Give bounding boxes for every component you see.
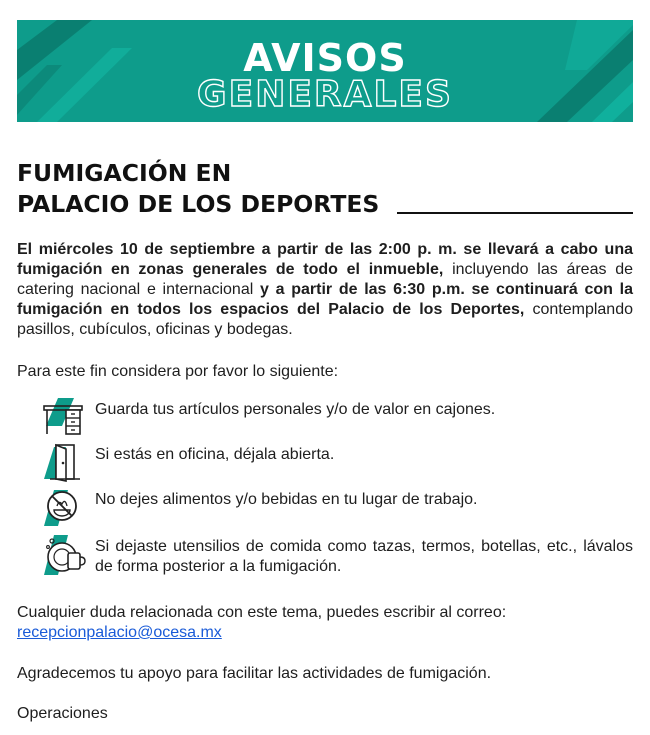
title-line1: FUMIGACIÓN EN: [17, 159, 232, 187]
page-title: [17, 158, 633, 220]
title-line2: PALACIO DE LOS DEPORTES: [17, 190, 380, 218]
desk-icon: [40, 396, 88, 440]
contact-email-link[interactable]: recepcionpalacio@ocesa.mx: [17, 624, 222, 641]
banner-title-line1: AVISOS: [243, 36, 407, 80]
contact-paragraph: [17, 603, 633, 643]
list-item: [40, 441, 633, 485]
intro-bold-2: y a partir de las 6:30 p.m. se continuará con la fumigación en todos los espacios del Palacio de los Deportes,: [17, 281, 633, 318]
title-underline: [397, 212, 633, 214]
clean-dishes-icon: [40, 533, 88, 577]
list-item: [40, 533, 633, 577]
contact-text: Cualquier duda relacionada con este tema, puedes escribir al correo:: [17, 604, 507, 621]
intro-normal-1: incluyendo las áreas de catering nacional e internacional: [17, 261, 633, 298]
item-text: Si estás en oficina, déjala abierta.: [95, 446, 335, 463]
intro-paragraph: [17, 240, 633, 340]
intro-normal-2: contemplando pasillos, cubículos, oficinas y bodegas.: [17, 301, 633, 338]
signature: Operaciones: [17, 705, 108, 722]
header-banner: [17, 20, 633, 122]
item-text: No dejes alimentos y/o bebidas en tu lugar de trabajo.: [95, 491, 478, 508]
item-text: Guarda tus artículos personales y/o de valor en cajones.: [95, 401, 496, 418]
banner-title-line2: GENERALES: [197, 74, 453, 115]
intro-bold-1: El miércoles 10 de septiembre a partir de las 2:00 p. m. se llevará a cabo una fumigación en zonas generales de todo el inmueble,: [17, 241, 633, 278]
thanks-text: Agradecemos tu apoyo para facilitar las actividades de fumigación.: [17, 665, 492, 682]
item-text: Si dejaste utensilios de comida como tazas, termos, botellas, etc., lávalos de forma posterior a la fumigación.: [95, 538, 633, 575]
list-item: [40, 396, 633, 440]
no-food-icon: [40, 486, 88, 530]
list-item: [40, 486, 633, 530]
open-door-icon: [40, 441, 88, 485]
consider-text: Para este fin considera por favor lo siguiente:: [17, 363, 339, 380]
